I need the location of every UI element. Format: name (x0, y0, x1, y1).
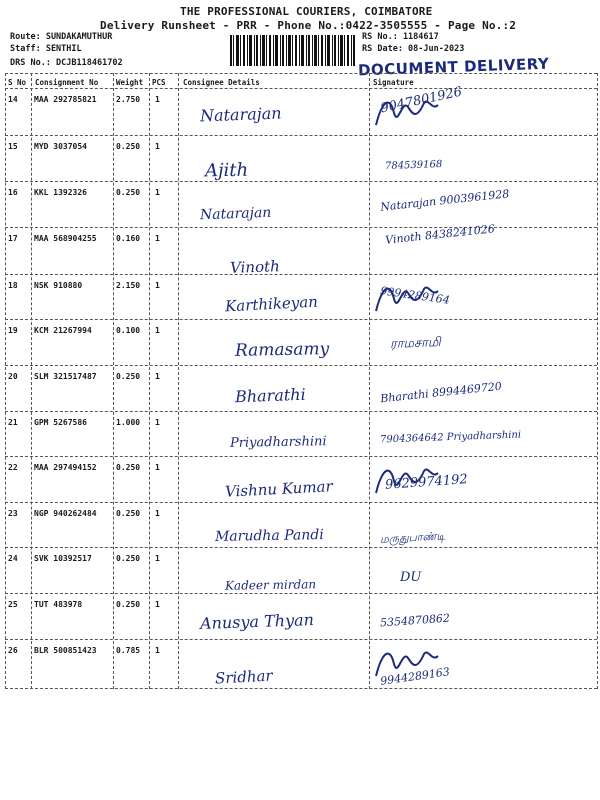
row-consignment-number: MAA 297494152 (34, 463, 97, 472)
column-divider (369, 73, 370, 689)
row-divider (5, 456, 597, 457)
row-consignment-number: MAA 292785821 (34, 95, 97, 104)
row-weight: 0.250 (116, 554, 141, 563)
column-divider (597, 73, 598, 689)
table-bottom-border (5, 688, 597, 689)
document-delivery-stamp: DOCUMENT DELIVERY (357, 54, 550, 80)
row-consignee-name: Bharathi (234, 384, 306, 407)
column-divider (31, 73, 32, 689)
row-divider (5, 365, 597, 366)
row-pieces: 1 (155, 418, 160, 427)
row-signature: DU (400, 570, 422, 585)
row-weight: 0.250 (116, 142, 141, 151)
rs-number: RS No.: 1184617 (362, 32, 439, 42)
row-consignment-number: KKL 1392326 (34, 188, 87, 197)
row-pieces: 1 (155, 463, 160, 472)
row-serial-number: 26 (8, 646, 18, 655)
row-divider (5, 411, 597, 412)
row-consignee-name: Anusya Thyan (199, 610, 315, 633)
row-serial-number: 14 (8, 95, 18, 104)
row-pieces: 1 (155, 600, 160, 609)
row-signature: 784539168 (384, 159, 443, 172)
row-serial-number: 15 (8, 142, 18, 151)
column-divider (178, 73, 179, 689)
column-header-consignee: Consignee Details (183, 78, 260, 87)
row-serial-number: 18 (8, 281, 18, 290)
row-serial-number: 20 (8, 372, 18, 381)
column-header-signature: Signature (373, 78, 414, 87)
row-divider (5, 274, 597, 275)
table-header-border (5, 88, 597, 89)
row-serial-number: 22 (8, 463, 18, 472)
row-consignment-number: MYD 3037054 (34, 142, 87, 151)
row-weight: 0.160 (116, 234, 141, 243)
row-consignment-number: SLM 321517487 (34, 372, 97, 381)
row-signature: 9629974192 (384, 472, 469, 493)
row-divider (5, 547, 597, 548)
row-signature: Vinoth 8438241026 (384, 222, 496, 247)
drs-number: DRS No.: DCJB118461702 (10, 58, 123, 68)
row-weight: 0.250 (116, 463, 141, 472)
row-weight: 0.250 (116, 188, 141, 197)
row-weight: 0.100 (116, 326, 141, 335)
handwritten-signature-mark (372, 461, 442, 497)
row-divider (5, 639, 597, 640)
row-serial-number: 21 (8, 418, 18, 427)
row-serial-number: 25 (8, 600, 18, 609)
row-consignment-number: MAA 568904255 (34, 234, 97, 243)
row-consignment-number: KCM 21267994 (34, 326, 92, 335)
row-consignee-name: Vinoth (229, 257, 281, 277)
row-divider (5, 593, 597, 594)
barcode (230, 35, 355, 66)
row-consignee-name: Natarajan (199, 103, 282, 126)
column-divider (113, 73, 114, 689)
row-consignment-number: GPM 5267586 (34, 418, 87, 427)
row-pieces: 1 (155, 326, 160, 335)
row-consignee-name: Karthikeyan (224, 292, 319, 316)
row-serial-number: 24 (8, 554, 18, 563)
row-consignment-number: NGP 940262484 (34, 509, 97, 518)
handwritten-signature-mark (372, 93, 442, 129)
column-divider (5, 73, 6, 689)
column-header-sno: S No (8, 78, 27, 87)
row-consignee-name: Ajith (204, 159, 249, 182)
row-signature: 9047801926 (379, 84, 464, 117)
row-pieces: 1 (155, 646, 160, 655)
column-header-weight: Weight (116, 78, 144, 87)
row-consignee-name: Kadeer mirdan (224, 577, 317, 593)
row-signature: ராமசாமி (389, 335, 441, 352)
row-consignee-name: Vishnu Kumar (224, 477, 334, 501)
row-weight: 0.785 (116, 646, 141, 655)
row-divider (5, 227, 597, 228)
document-title: THE PROFESSIONAL COURIERS, COIMBATORE (180, 5, 433, 18)
column-divider (149, 73, 150, 689)
row-signature: 7904364642 Priyadharshini (379, 429, 522, 446)
row-divider (5, 502, 597, 503)
row-consignee-name: Ramasamy (234, 339, 330, 361)
row-serial-number: 17 (8, 234, 18, 243)
staff-label: Staff: SENTHIL (10, 44, 82, 54)
row-serial-number: 16 (8, 188, 18, 197)
row-weight: 2.750 (116, 95, 141, 104)
row-signature: Natarajan 9003961928 (379, 187, 510, 214)
row-weight: 0.250 (116, 372, 141, 381)
row-consignee-name: Sridhar (214, 666, 274, 688)
row-consignment-number: TUT 483978 (34, 600, 83, 609)
column-header-consignment: Consignment No (35, 78, 99, 87)
column-header-pcs: PCS (152, 78, 166, 87)
row-signature: 5354870862 (379, 611, 451, 630)
row-pieces: 1 (155, 142, 160, 151)
row-signature: 9944289163 (379, 665, 451, 688)
row-signature: மருதுபாண்டி (379, 529, 446, 546)
row-divider (5, 135, 597, 136)
row-weight: 0.250 (116, 600, 141, 609)
route-label: Route: SUNDAKAMUTHUR (10, 32, 113, 42)
row-pieces: 1 (155, 188, 160, 197)
row-consignment-number: BLR 500851423 (34, 646, 97, 655)
row-pieces: 1 (155, 509, 160, 518)
row-serial-number: 19 (8, 326, 18, 335)
row-divider (5, 181, 597, 182)
row-consignee-name: Natarajan (199, 204, 272, 224)
row-weight: 0.250 (116, 509, 141, 518)
handwritten-signature-mark (372, 279, 442, 315)
row-pieces: 1 (155, 281, 160, 290)
row-signature: 9994289164 (379, 284, 451, 307)
row-pieces: 1 (155, 372, 160, 381)
row-consignment-number: NSK 910880 (34, 281, 83, 290)
row-signature: Bharathi 8994469720 (379, 379, 503, 406)
handwritten-signature-mark (372, 644, 442, 680)
row-weight: 2.150 (116, 281, 141, 290)
row-weight: 1.000 (116, 418, 141, 427)
row-pieces: 1 (155, 234, 160, 243)
table-top-border (5, 73, 597, 74)
row-consignee-name: Marudha Pandi (214, 527, 324, 545)
row-pieces: 1 (155, 554, 160, 563)
document-subtitle: Delivery Runsheet - PRR - Phone No.:0422-3505555 - Page No.:2 (100, 19, 517, 32)
row-divider (5, 319, 597, 320)
rs-date: RS Date: 08-Jun-2023 (362, 44, 465, 54)
row-consignee-name: Priyadharshini (229, 434, 327, 451)
row-pieces: 1 (155, 95, 160, 104)
row-consignment-number: SVK 10392517 (34, 554, 92, 563)
row-serial-number: 23 (8, 509, 18, 518)
